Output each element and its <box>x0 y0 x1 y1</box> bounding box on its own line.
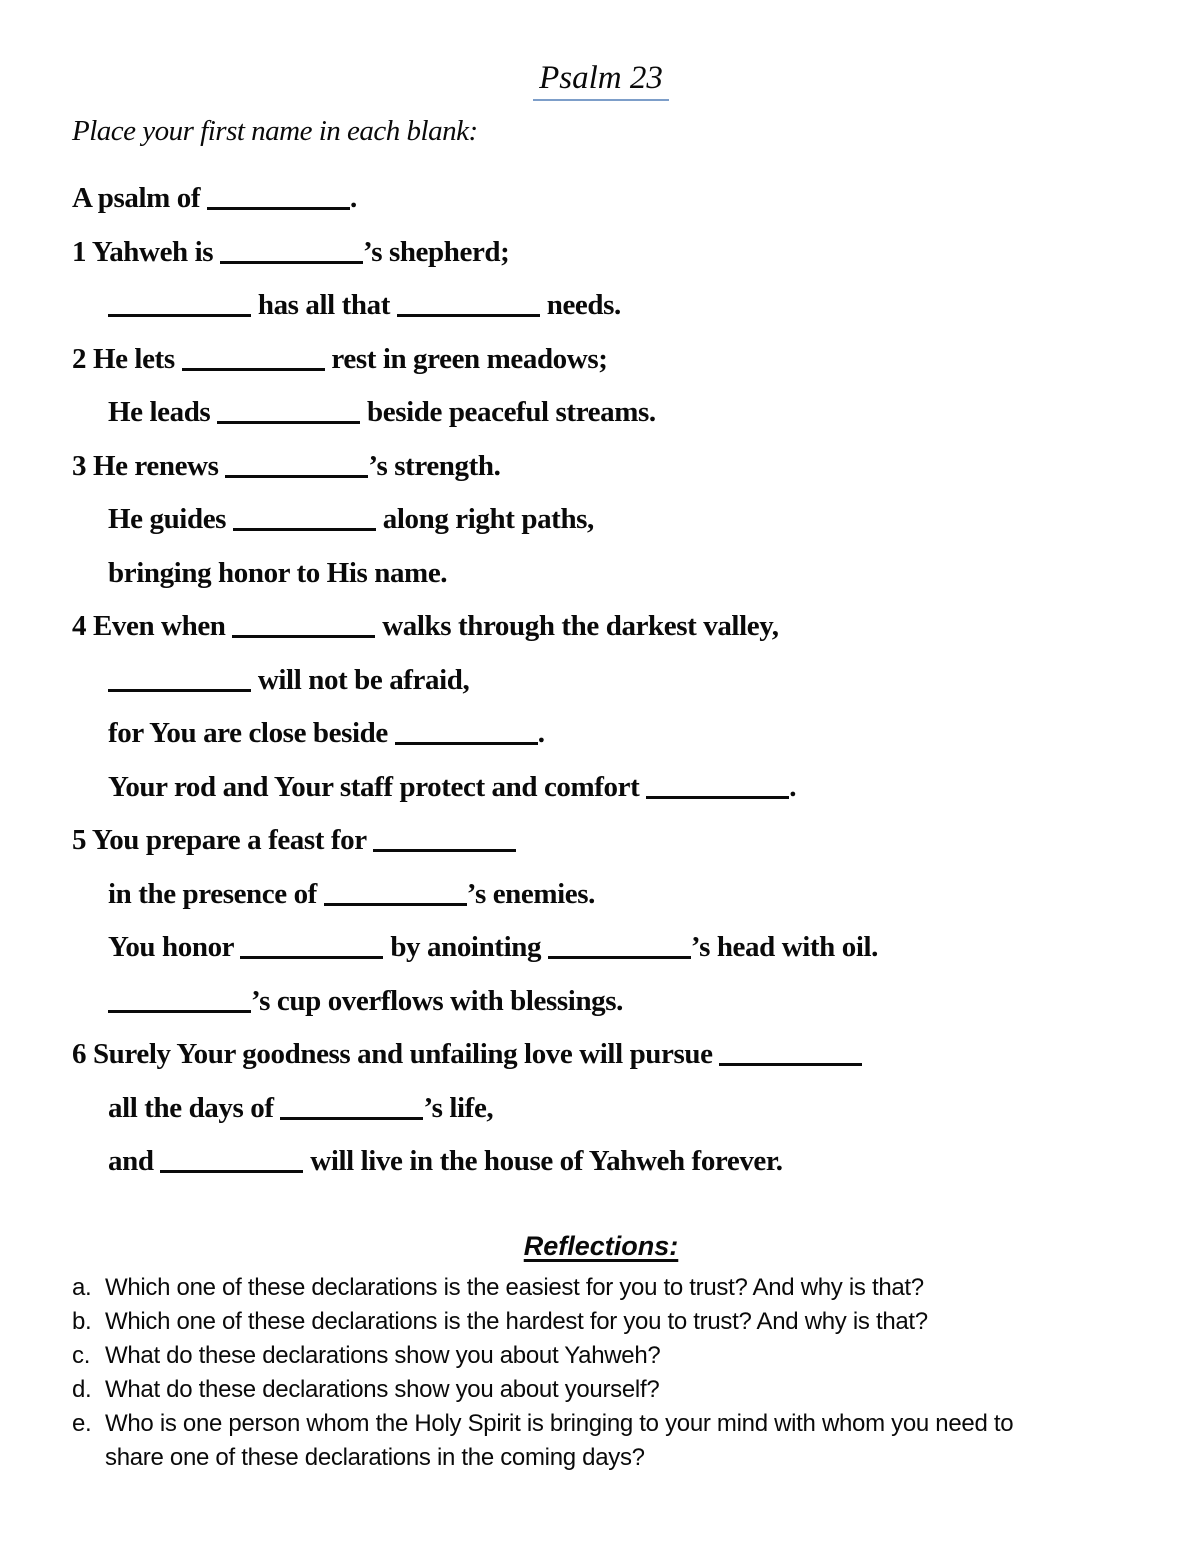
name-blank[interactable] <box>182 368 325 371</box>
reflections-heading <box>72 1229 1130 1263</box>
psalm-line <box>72 440 1130 494</box>
name-blank[interactable] <box>108 689 251 692</box>
psalm-text: 1 Yahweh is <box>72 235 221 268</box>
psalm-text: Your rod and Your staff protect and comfort <box>108 770 647 803</box>
question-letter: e. <box>72 1409 92 1437</box>
psalm-text: by anointing <box>383 931 548 963</box>
psalm-line <box>72 1082 1130 1136</box>
psalm-text: walks through the darkest valley, <box>375 610 779 642</box>
question-text: What do these declarations show you about yourself? <box>105 1375 660 1403</box>
name-blank[interactable] <box>280 1117 423 1120</box>
reflection-question <box>72 1339 1077 1373</box>
name-blank[interactable] <box>225 475 368 478</box>
psalm-line <box>72 279 1130 333</box>
psalm-line <box>72 386 1130 440</box>
psalm-text: will not be afraid, <box>251 663 470 696</box>
psalm-text: . <box>537 717 545 749</box>
question-text: Who is one person whom the Holy Spirit is bringing to your mind with whom you need to share one of these declarations in the coming days? <box>105 1409 1014 1471</box>
psalm-line <box>72 1135 1130 1189</box>
psalm-text: ’s head with oil. <box>690 931 879 963</box>
psalm-text: rest in green meadows; <box>324 342 608 375</box>
question-letter: a. <box>72 1273 92 1301</box>
name-blank[interactable] <box>220 261 363 264</box>
question-letter: d. <box>72 1375 92 1403</box>
psalm-text: and <box>108 1145 161 1177</box>
psalm-text: 6 Surely Your goodness and unfailing love will pursue <box>72 1038 720 1070</box>
psalm-text: all the days of <box>108 1091 281 1124</box>
psalm-line <box>72 761 1130 815</box>
name-blank[interactable] <box>395 742 538 745</box>
name-blank[interactable] <box>373 849 516 852</box>
psalm-text: You honor <box>108 931 241 963</box>
psalm-line <box>72 868 1130 922</box>
psalm-text: . <box>349 182 357 214</box>
psalm-text: ’s shepherd; <box>363 235 510 268</box>
name-blank[interactable] <box>217 421 360 424</box>
psalm-body <box>72 172 1130 1189</box>
psalm-text: ’s strength. <box>368 449 501 482</box>
psalm-text: along right paths, <box>375 503 594 535</box>
psalm-text: He guides <box>108 503 233 535</box>
psalm-text: . <box>789 770 797 803</box>
instruction-text: Place your first name in each blank: <box>72 115 478 147</box>
psalm-line <box>72 333 1130 387</box>
question-text: Which one of these declarations is the hardest for you to trust? And why is that? <box>105 1307 928 1335</box>
psalm-text: 3 He renews <box>72 449 226 482</box>
name-blank[interactable] <box>548 956 691 959</box>
question-text: What do these declarations show you about Yahweh? <box>105 1341 661 1369</box>
psalm-line <box>72 600 1130 654</box>
psalm-text: 4 Even when <box>72 610 233 642</box>
question-text: Which one of these declarations is the easiest for you to trust? And why is that? <box>105 1273 924 1301</box>
psalm-line <box>72 1028 1130 1082</box>
psalm-line <box>72 493 1130 547</box>
psalm-line <box>72 814 1130 868</box>
reflections-list <box>72 1271 1077 1475</box>
psalm-text: ’s life, <box>423 1091 494 1124</box>
psalm-line <box>72 975 1130 1029</box>
psalm-line <box>72 547 1130 601</box>
psalm-line <box>72 226 1130 280</box>
page-title-text: Psalm 23 <box>533 60 669 101</box>
name-blank[interactable] <box>108 314 251 317</box>
name-blank[interactable] <box>719 1063 862 1066</box>
reflections-heading-text: Reflections: <box>523 1230 679 1261</box>
psalm-text: in the presence of <box>108 877 324 910</box>
psalm-text: ’s enemies. <box>466 877 595 910</box>
page-title <box>72 58 1130 98</box>
psalm-line <box>72 707 1130 761</box>
name-blank[interactable] <box>240 956 383 959</box>
psalm-text: will live in the house of Yahweh forever. <box>303 1145 783 1177</box>
name-blank[interactable] <box>233 528 376 531</box>
psalm-text: for You are close beside <box>108 717 395 749</box>
reflection-question <box>72 1373 1077 1407</box>
psalm-line <box>72 654 1130 708</box>
name-blank[interactable] <box>108 1010 251 1013</box>
psalm-text: He leads <box>108 396 218 428</box>
reflection-question <box>72 1271 1077 1305</box>
name-blank[interactable] <box>397 314 540 317</box>
psalm-text: has all that <box>251 289 397 321</box>
name-blank[interactable] <box>207 207 350 210</box>
psalm-line <box>72 172 1130 226</box>
name-blank[interactable] <box>646 796 789 799</box>
psalm-text: 5 You prepare a feast for <box>72 824 374 856</box>
psalm-line <box>72 921 1130 975</box>
question-letter: b. <box>72 1307 92 1335</box>
name-blank[interactable] <box>324 903 467 906</box>
reflection-question <box>72 1407 1077 1475</box>
psalm-text: ’s cup overflows with blessings. <box>251 984 624 1017</box>
name-blank[interactable] <box>232 635 375 638</box>
psalm-text: bringing honor to His name. <box>108 556 448 589</box>
psalm-text: needs. <box>539 289 621 321</box>
question-letter: c. <box>72 1341 91 1369</box>
psalm-text: A psalm of <box>72 182 207 214</box>
psalm-text: beside peaceful streams. <box>360 396 656 428</box>
reflection-question <box>72 1305 1077 1339</box>
name-blank[interactable] <box>160 1170 303 1173</box>
psalm-text: 2 He lets <box>72 342 182 375</box>
